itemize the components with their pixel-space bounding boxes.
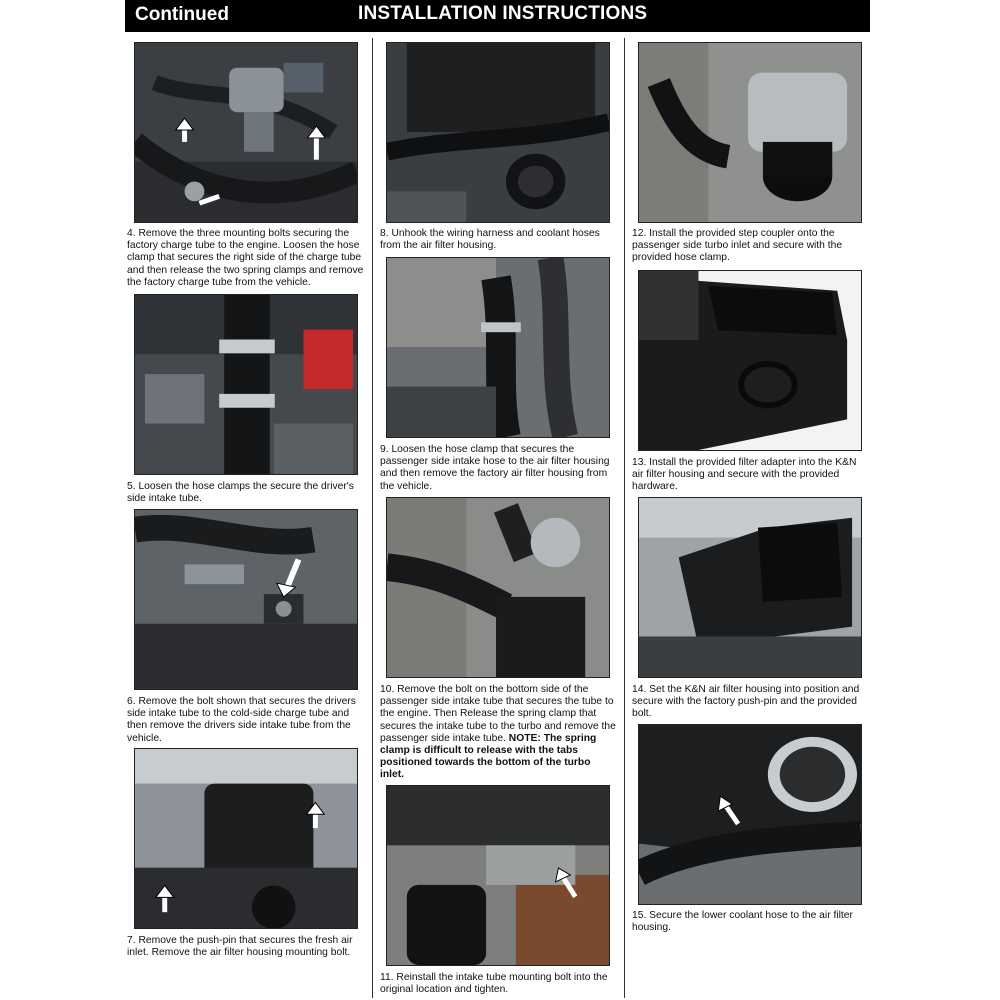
step-12-photo — [638, 42, 862, 223]
step-8-photo — [386, 42, 610, 223]
step-15-photo — [638, 724, 862, 905]
step-11-caption: 11. Reinstall the intake tube mounting bolt into the original location and tighten. — [380, 972, 608, 996]
page-title: INSTALLATION INSTRUCTIONS — [358, 3, 648, 24]
step-5-photo — [134, 294, 358, 475]
step-9-caption: 9. Loosen the hose clamp that secures the passenger side intake hose to the air filter housing and then remove the factory air filter housing from the vehicle. — [380, 444, 610, 492]
step-9-photo — [386, 257, 610, 438]
page-header — [125, 0, 870, 32]
step-5-caption: 5. Loosen the hose clamps the secure the driver's side intake tube. — [127, 481, 354, 505]
step-6-caption: 6. Remove the bolt shown that secures the drivers side intake tube to the cold-side charge tube and then remove the drivers side intake tube from the vehicle. — [127, 696, 356, 744]
column-divider-2 — [624, 38, 625, 998]
step-13-photo — [638, 270, 862, 451]
step-15-caption: 15. Secure the lower coolant hose to the air filter housing. — [632, 910, 853, 934]
step-10-photo — [386, 497, 610, 678]
continued-label: Continued — [135, 4, 229, 25]
step-10-caption — [380, 684, 616, 782]
column-divider-1 — [372, 38, 373, 998]
step-7-photo — [134, 748, 358, 929]
step-4-caption: 4. Remove the three mounting bolts securing the factory charge tube to the engine. Loosen the hose clamp that secures the right side of the charge tube and then release the two spring clamps and remove the factory charge tube from the vehicle. — [127, 228, 364, 288]
step-11-photo — [386, 785, 610, 966]
step-12-caption: 12. Install the provided step coupler onto the passenger side turbo inlet and secure with the provided hose clamp. — [632, 228, 843, 264]
step-6-photo — [134, 509, 358, 690]
step-14-caption: 14. Set the K&N air filter housing into position and secure with the factory push-pin and the provided bolt. — [632, 684, 860, 720]
step-14-photo — [638, 497, 862, 678]
step-10-text: 10. Remove the bolt on the bottom side of the passenger side intake tube that secures the tube to the engine. Then Release the spring clamp that secures the intake tube to the turbo and remove the passenger side intake tube. — [380, 684, 616, 744]
step-13-caption: 13. Install the provided filter adapter into the K&N air filter housing and secure with the provided hardware. — [632, 457, 857, 493]
step-4-photo — [134, 42, 358, 223]
step-8-caption: 8. Unhook the wiring harness and coolant hoses from the air filter housing. — [380, 228, 600, 252]
step-7-caption: 7. Remove the push-pin that secures the fresh air inlet. Remove the air filter housing mounting bolt. — [127, 935, 353, 959]
step-10-note: NOTE: The spring clamp is difficult to release with the tabs positioned towards the bottom of the turbo inlet. — [380, 732, 597, 781]
